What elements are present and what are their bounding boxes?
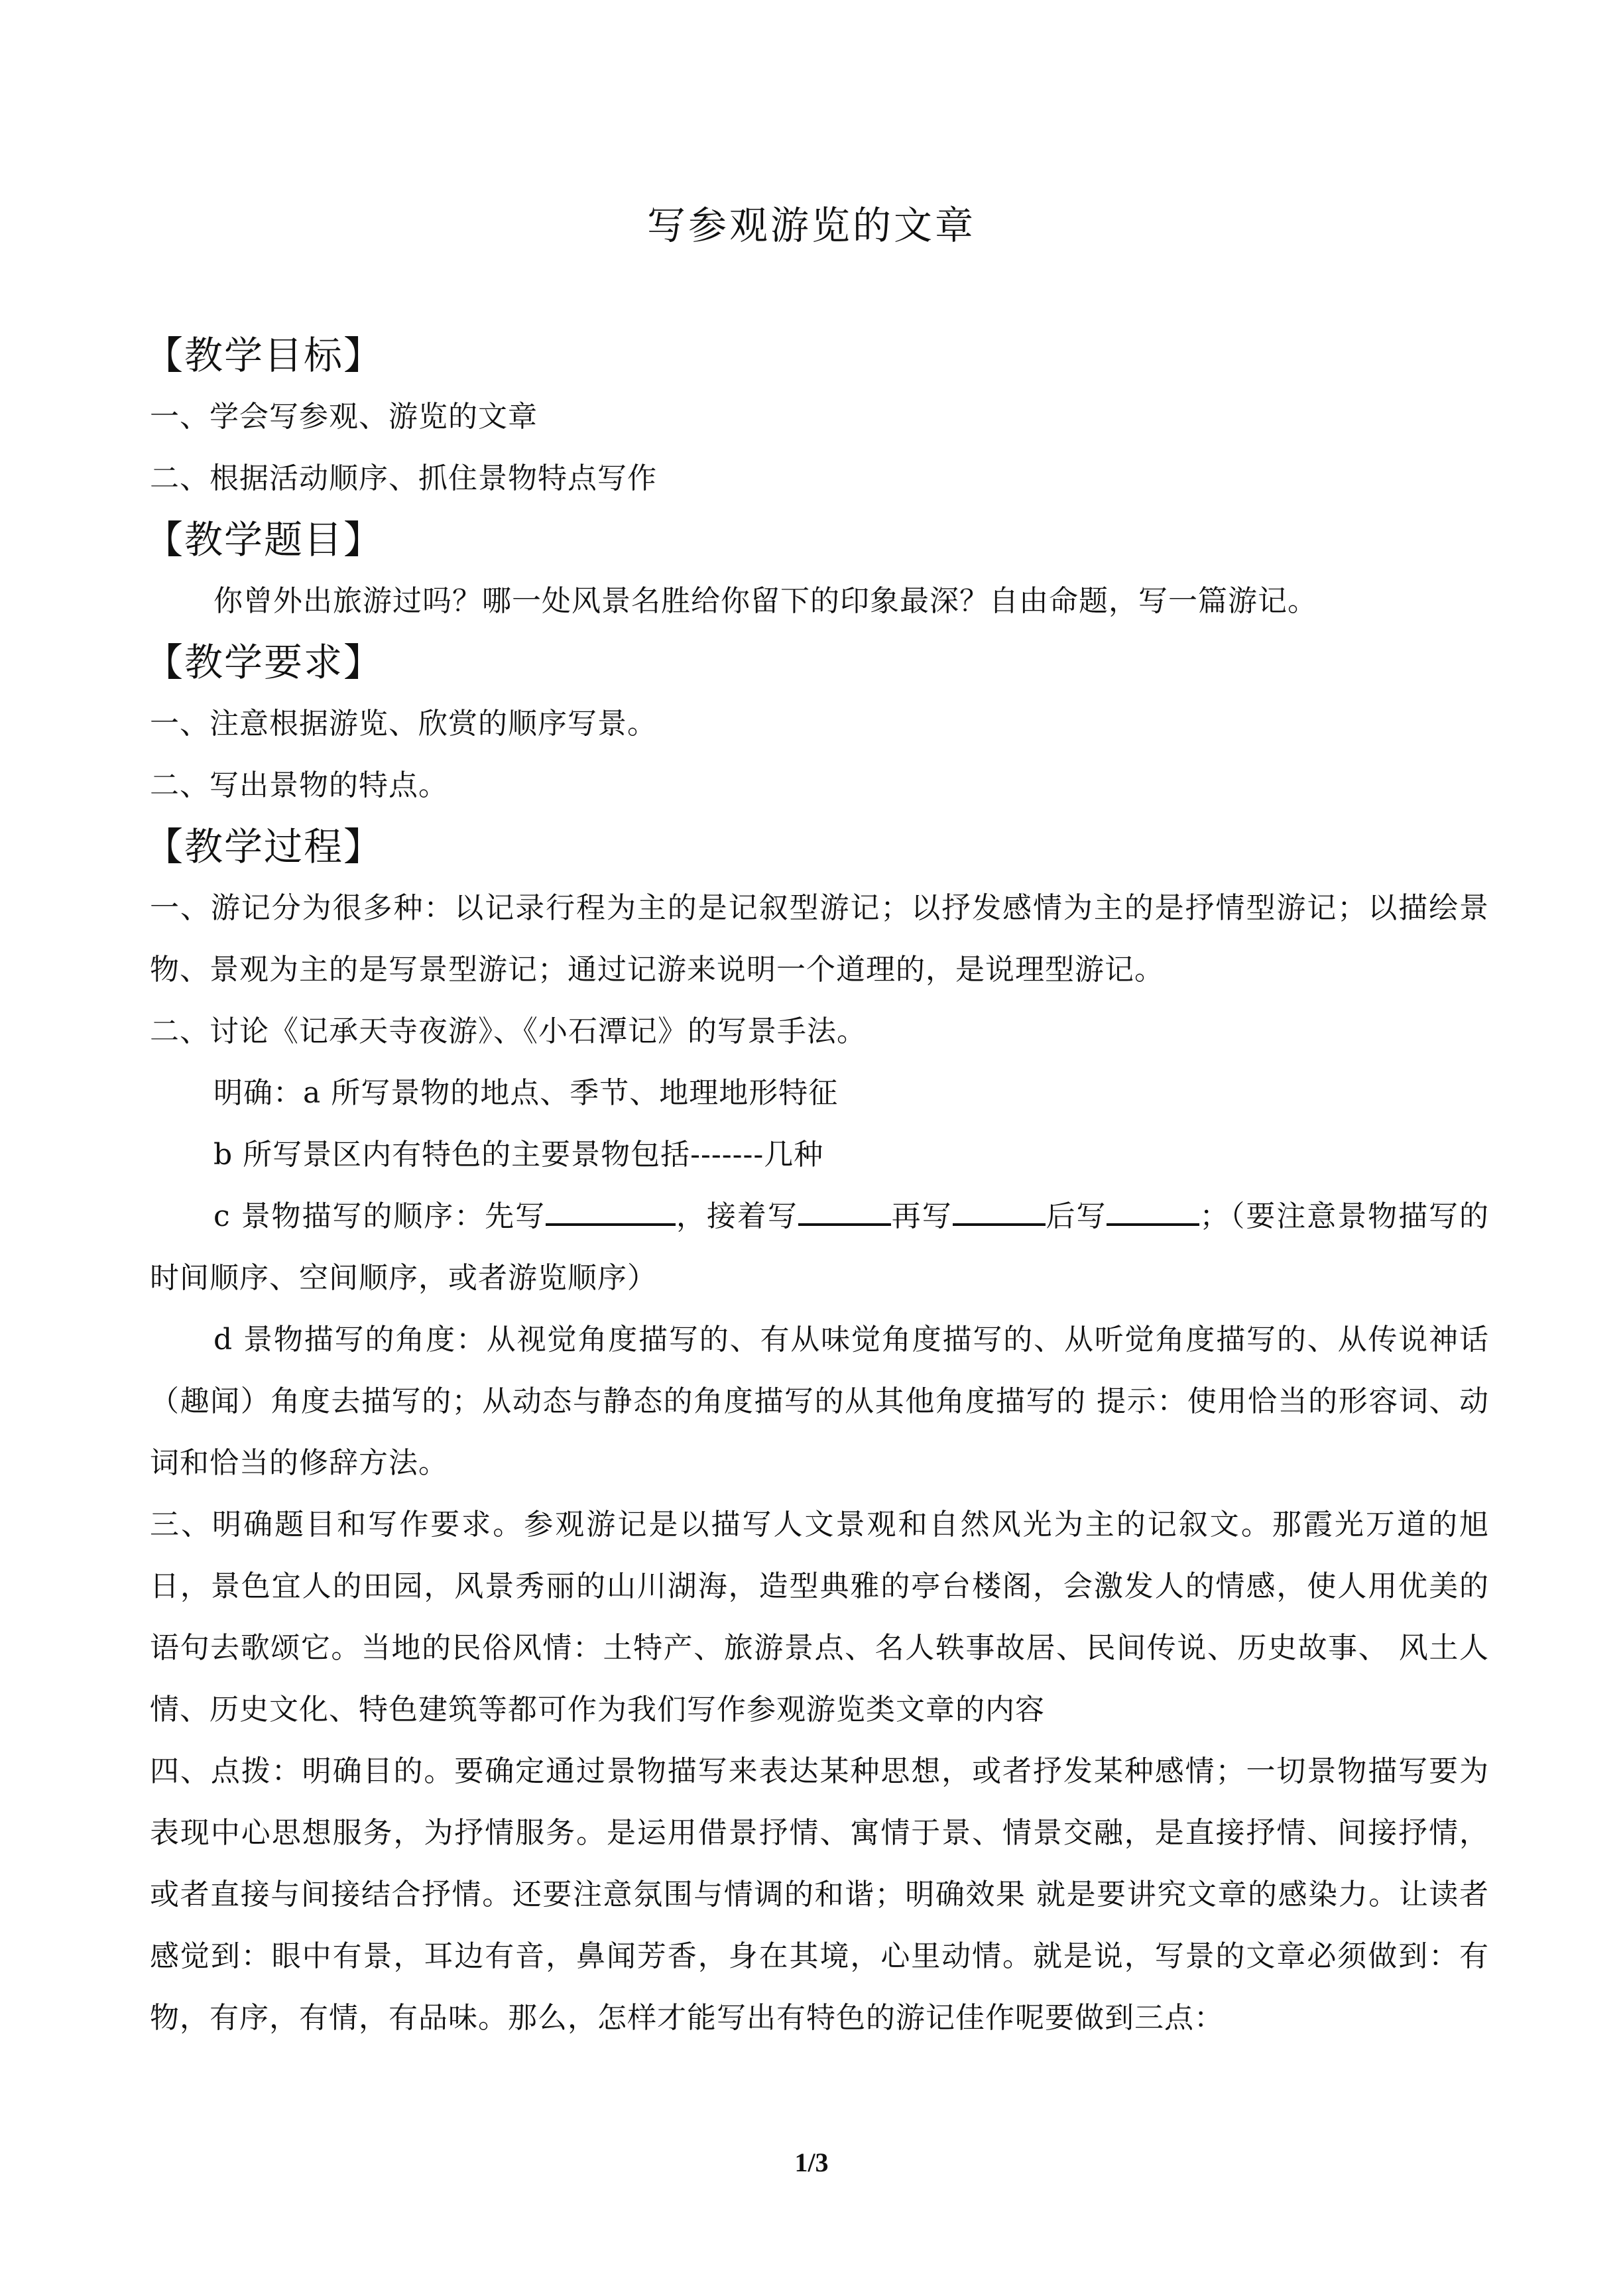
clarify-c-part-3: 再写	[890, 1199, 953, 1233]
process-clarify-c	[150, 1185, 1489, 1309]
clarify-c-part-1: c 景物描写的顺序：先写	[213, 1199, 546, 1233]
objective-item-1: 一、学会写参观、游览的文章	[150, 400, 538, 434]
clarify-c-part-5: ；（要注意景物描写的时间顺序、空间顺序，或者游览顺序）	[150, 1199, 1490, 1295]
clarify-c-part-4: 后写	[1045, 1199, 1107, 1233]
fill-blank-1[interactable]	[546, 1199, 676, 1226]
objective-item-2: 二、根据活动顺序、抓住景物特点写作	[150, 461, 657, 495]
process-paragraph-3: 三、明确题目和写作要求。参观游记是以描写人文景观和自然风光为主的记叙文。那霞光万道的旭日，景色宜人的田园，风景秀丽的山川湖海，造型典雅的亭台楼阁，会激发人的情感，使人用优美的语句去歌颂它。当地的民俗风情：土特产、旅游景点、名人轶事故居、民间传说、历史故事、 风土人情、历史文化、特色建筑等都可作为我们写作参观游览类文章的内容	[150, 1508, 1489, 1726]
clarify-c-part-2: ，接着写	[676, 1199, 798, 1233]
page-number: 1/3	[794, 2147, 829, 2177]
heading-objectives: 【教学目标】	[145, 333, 384, 378]
fill-blank-2[interactable]	[798, 1199, 891, 1226]
page-title: 写参观游览的文章	[646, 203, 976, 248]
process-clarify-b: b 所写景区内有特色的主要景物包括-------几种	[213, 1138, 824, 1172]
requirement-item-1: 一、注意根据游览、欣赏的顺序写景。	[150, 707, 657, 741]
fill-blank-3[interactable]	[953, 1199, 1046, 1226]
process-clarify-d: d 景物描写的角度：从视觉角度描写的、有从味觉角度描写的、从听觉角度描写的、从传说神话（趣闻）角度去描写的；从动态与静态的角度描写的从其他角度描写的 提示：使用恰当的形容词、动词和恰当的修辞方法。	[150, 1323, 1489, 1480]
process-paragraph-4: 四、点拨：明确目的。要确定通过景物描写来表达某种思想，或者抒发某种感情；一切景物描写要为表现中心思想服务，为抒情服务。是运用借景抒情、寓情于景、情景交融，是直接抒情、间接抒情，或者直接与间接结合抒情。还要注意氛围与情调的和谐；明确效果 就是要讲究文章的感染力。让读者感觉到：眼中有景，耳边有音，鼻闻芳香，身在其境，心里动情。就是说，写景的文章必须做到：有物，有序，有情，有品味。那么，怎样才能写出有特色的游记佳作呢要做到三点：	[150, 1754, 1489, 2035]
process-paragraph-1: 一、游记分为很多种：以记录行程为主的是记叙型游记；以抒发感情为主的是抒情型游记；以描绘景物、景观为主的是写景型游记；通过记游来说明一个道理的，是说理型游记。	[150, 891, 1489, 987]
heading-topic: 【教学题目】	[145, 517, 384, 562]
heading-requirements: 【教学要求】	[145, 640, 384, 685]
fill-blank-4[interactable]	[1107, 1199, 1199, 1226]
process-paragraph-2: 二、讨论《记承天寺夜游》、《小石潭记》的写景手法。	[150, 1014, 867, 1048]
document-body	[145, 325, 1490, 2049]
heading-process: 【教学过程】	[145, 824, 384, 869]
process-clarify-a: 明确：a 所写景物的地点、季节、地理地形特征	[213, 1076, 839, 1110]
requirement-item-2: 二、写出景物的特点。	[150, 768, 448, 802]
topic-text: 你曾外出旅游过吗？哪一处风景名胜给你留下的印象最深？自由命题，写一篇游记。	[213, 584, 1317, 618]
